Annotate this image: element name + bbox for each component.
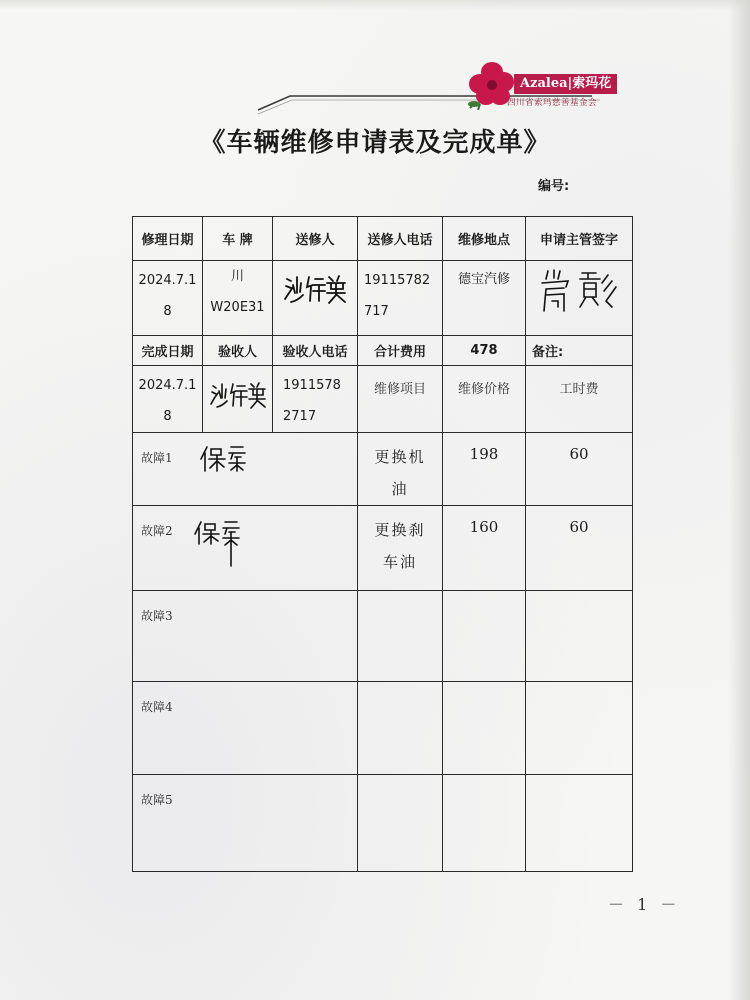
logo-subtitle: 四川省索玛慈善基金会 bbox=[507, 98, 598, 108]
fault-1-label: 故障1 bbox=[141, 451, 173, 465]
fault-3-item bbox=[358, 591, 443, 682]
supervisor-signature bbox=[536, 267, 622, 317]
header-repair-date: 修理日期 bbox=[133, 217, 203, 261]
fault-3-price bbox=[443, 591, 526, 682]
completion-header-row bbox=[133, 336, 633, 366]
item-subheader: 维修项目 bbox=[358, 366, 443, 433]
supervisor-signature-cell bbox=[526, 261, 633, 336]
header-sender: 送修人 bbox=[273, 217, 358, 261]
fault-1-handwritten-note bbox=[199, 443, 249, 473]
fault-2-handwritten-note bbox=[193, 518, 249, 570]
fault-2-price: 160 bbox=[443, 506, 526, 591]
header-plate: 车 牌 bbox=[203, 217, 273, 261]
header-sender-phone: 送修人电话 bbox=[358, 217, 443, 261]
header-supervisor-signature: 申请主管签字 bbox=[526, 217, 633, 261]
fault-3-cell bbox=[133, 591, 358, 682]
inspector-phone-label: 验收人电话 bbox=[273, 336, 358, 366]
fault-4-labor bbox=[526, 682, 633, 775]
logo-brand-text: Azalea|索玛花 bbox=[514, 74, 617, 94]
fault-row-1 bbox=[133, 433, 633, 506]
fault-1-labor: 60 bbox=[526, 433, 633, 506]
serial-number-label: 编号: bbox=[538, 179, 570, 194]
header-divider bbox=[0, 0, 750, 120]
fault-row-4 bbox=[133, 682, 633, 775]
fault-5-labor bbox=[526, 775, 633, 872]
location-value: 德宝汽修 bbox=[443, 261, 526, 336]
fault-2-item: 更换刹车油 bbox=[358, 506, 443, 591]
page-title: 《车辆维修申请表及完成单》 bbox=[199, 128, 551, 158]
fault-2-label: 故障2 bbox=[141, 524, 173, 538]
remarks-label: 备注: bbox=[526, 336, 633, 366]
fault-1-item: 更换机油 bbox=[358, 433, 443, 506]
plate-text: 川 W20E31 bbox=[210, 269, 265, 315]
fault-5-price bbox=[443, 775, 526, 872]
sender-signature-cell bbox=[273, 261, 358, 336]
completion-date-value: 2024.7.18 bbox=[133, 366, 203, 433]
fault-3-label: 故障3 bbox=[141, 609, 173, 623]
price-subheader: 维修价格 bbox=[443, 366, 526, 433]
fault-row-3 bbox=[133, 591, 633, 682]
fault-5-cell bbox=[133, 775, 358, 872]
fault-5-item bbox=[358, 775, 443, 872]
repair-form-table bbox=[132, 216, 633, 872]
inspector-signature-cell bbox=[203, 366, 273, 433]
request-values-row bbox=[133, 261, 633, 336]
fault-4-item bbox=[358, 682, 443, 775]
inspector-label: 验收人 bbox=[203, 336, 273, 366]
inspector-signature bbox=[209, 378, 269, 410]
total-cost-label: 合计费用 bbox=[358, 336, 443, 366]
fault-row-5 bbox=[133, 775, 633, 872]
header-location: 维修地点 bbox=[443, 217, 526, 261]
page-number: － 1 － bbox=[608, 895, 681, 914]
completion-date-label: 完成日期 bbox=[133, 336, 203, 366]
sender-signature bbox=[283, 271, 349, 305]
fault-4-price bbox=[443, 682, 526, 775]
labor-subheader: 工时费 bbox=[526, 366, 633, 433]
fault-row-2 bbox=[133, 506, 633, 591]
completion-values-row bbox=[133, 366, 633, 433]
repair-date-value: 2024.7.18 bbox=[133, 261, 203, 336]
fault-3-labor bbox=[526, 591, 633, 682]
request-header-row bbox=[133, 217, 633, 261]
fault-1-price: 198 bbox=[443, 433, 526, 506]
plate-value bbox=[203, 261, 273, 336]
sender-phone-value: 19115782717 bbox=[358, 261, 443, 336]
foundation-logo bbox=[466, 58, 616, 110]
fault-2-labor: 60 bbox=[526, 506, 633, 591]
total-cost-value: 478 bbox=[443, 336, 526, 366]
inspector-phone-value: 19115782717 bbox=[273, 366, 358, 433]
fault-4-label: 故障4 bbox=[141, 700, 173, 714]
fault-4-cell bbox=[133, 682, 358, 775]
fault-5-label: 故障5 bbox=[141, 793, 173, 807]
fault-2-cell bbox=[133, 506, 358, 591]
fault-1-cell bbox=[133, 433, 358, 506]
